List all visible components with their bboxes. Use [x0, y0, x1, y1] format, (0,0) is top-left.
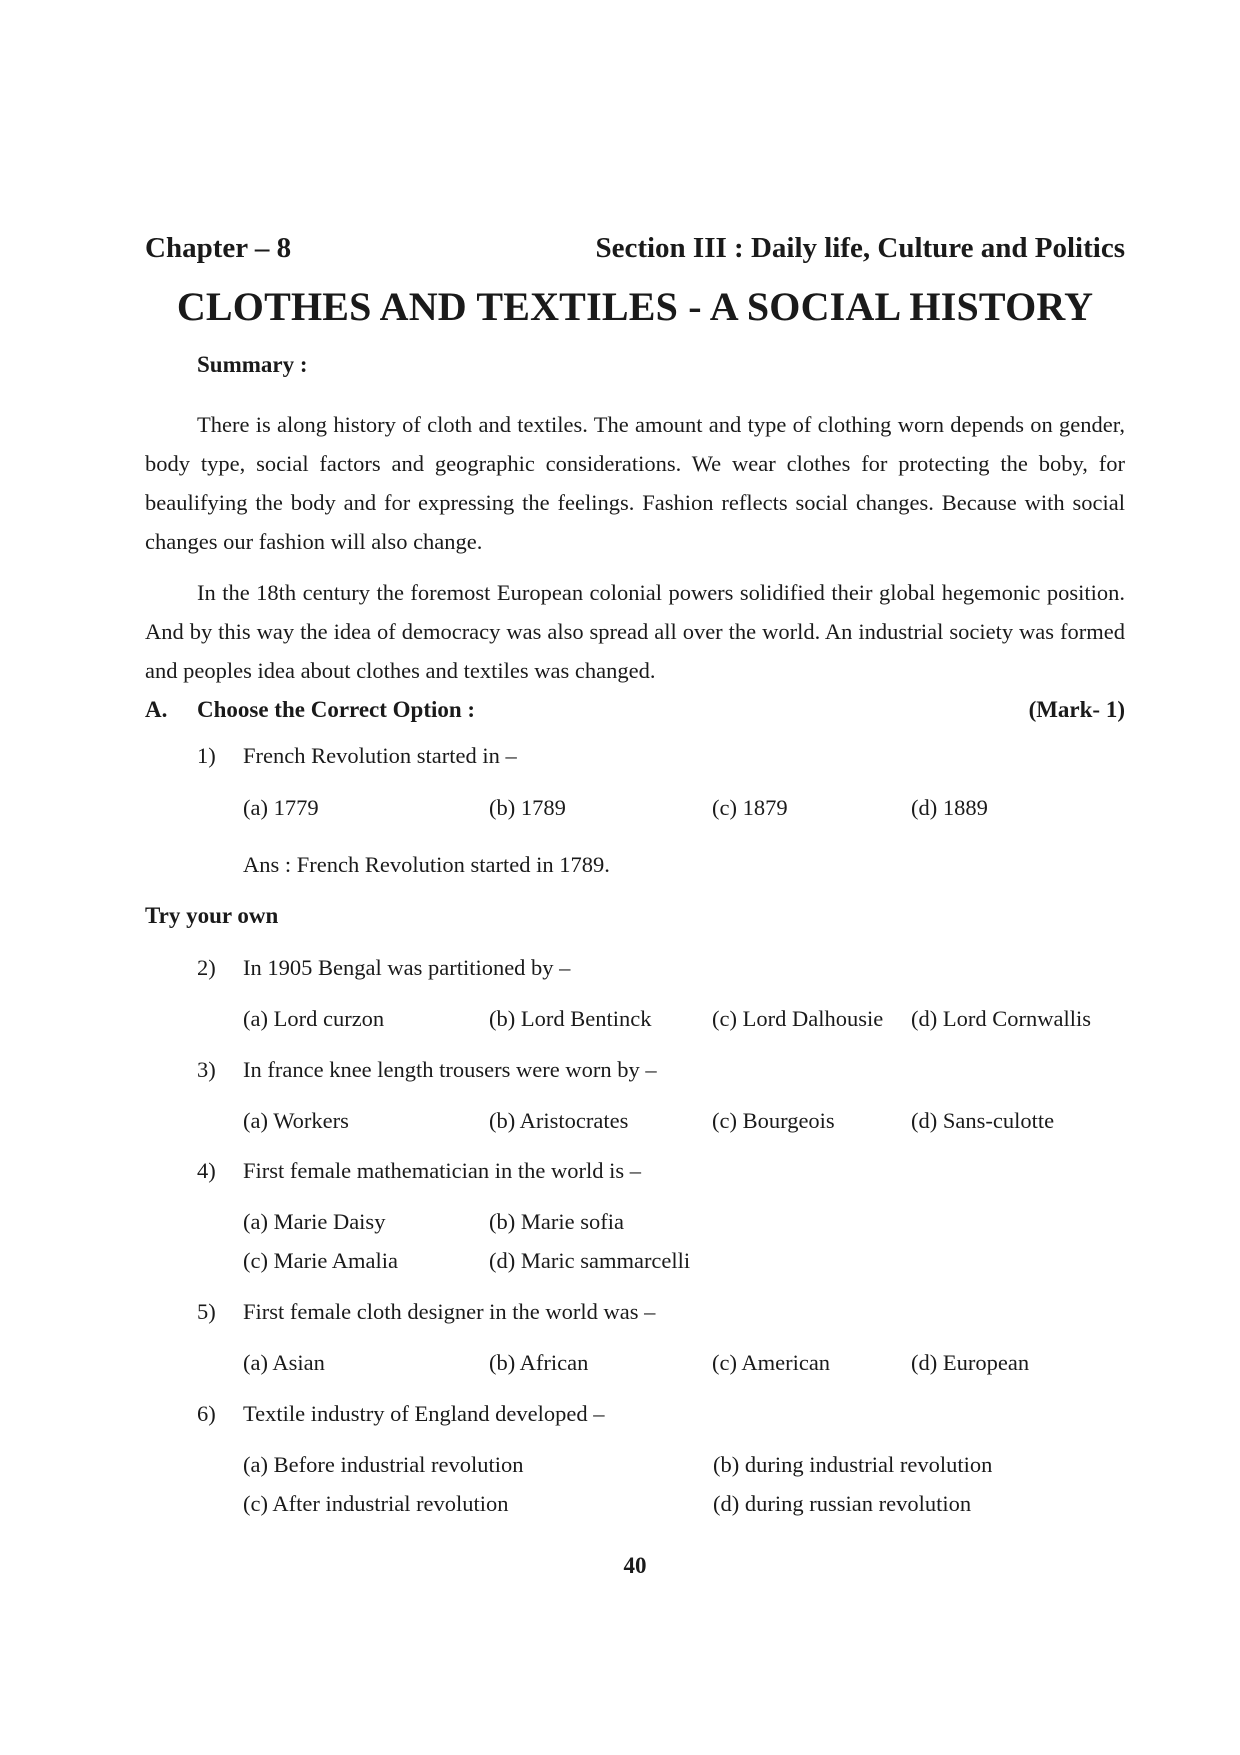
page: [145, 0, 1125, 1755]
question-number: 6): [197, 1401, 216, 1426]
question-4: [145, 1158, 1125, 1184]
option-d: (d) Lord Cornwallis: [911, 1006, 1091, 1031]
question-6-options-row-1: [243, 1452, 992, 1478]
answer-text: Ans : French Revolution started in 1789.: [243, 852, 610, 877]
section-a-heading: [145, 697, 1125, 723]
option-b: (b) Lord Bentinck: [489, 1006, 652, 1031]
section-title: Choose the Correct Option :: [197, 697, 476, 722]
question-6: [145, 1401, 1125, 1427]
chapter-label: Chapter – 8: [145, 232, 292, 264]
option-a: (a) Asian: [243, 1350, 325, 1375]
question-2: [145, 955, 1125, 981]
page-title: CLOTHES AND TEXTILES - A SOCIAL HISTORY: [176, 284, 1094, 329]
section-letter: A.: [145, 697, 168, 722]
question-4-options-row-2: [243, 1248, 690, 1274]
question-text: French Revolution started in –: [243, 743, 517, 768]
option-b: (b) African: [489, 1350, 589, 1375]
question-text: First female cloth designer in the world was –: [243, 1299, 656, 1324]
option-d: (d) Sans-culotte: [911, 1108, 1055, 1133]
option-a: (a) Workers: [243, 1108, 349, 1133]
option-a: (a) Marie Daisy: [243, 1209, 386, 1234]
section-label: Section III : Daily life, Culture and Politics: [595, 232, 1125, 264]
option-c: (c) Marie Amalia: [243, 1248, 398, 1273]
question-number: 3): [197, 1057, 216, 1082]
question-2-options: [243, 1006, 1091, 1032]
summary-paragraph-1: There is along history of cloth and textiles. The amount and type of clothing worn depends on gender, body type, social factors and geographic considerations. We wear clothes for protecting the boby, for beaulifying the body and for expressing the feelings. Fashion reflects social changes. Because with social changes our fashion will also change.: [145, 412, 1125, 554]
option-d: (d) during russian revolution: [713, 1491, 972, 1516]
question-3-options: [243, 1108, 1054, 1134]
question-3: [145, 1057, 1125, 1083]
option-c: (c) After industrial revolution: [243, 1491, 509, 1516]
question-5: [145, 1299, 1125, 1325]
question-text: In france knee length trousers were worn by –: [243, 1057, 657, 1082]
question-text: First female mathematician in the world is –: [243, 1158, 642, 1183]
question-number: 2): [197, 955, 216, 980]
chapter-header: [145, 232, 1125, 265]
option-c: (c) Bourgeois: [712, 1108, 835, 1133]
summary-paragraph-2: In the 18th century the foremost European colonial powers solidified their global hegemonic position. And by this way the idea of democracy was also spread all over the world. An industrial society was formed and peoples idea about clothes and textiles was changed.: [145, 580, 1125, 683]
option-b: (b) Marie sofia: [489, 1209, 624, 1234]
question-number: 1): [197, 743, 216, 768]
option-d: (d) Maric sammarcelli: [489, 1248, 691, 1273]
marks-label: (Mark- 1): [1028, 697, 1125, 722]
question-text: Textile industry of England developed –: [243, 1401, 605, 1426]
summary-heading: Summary :: [197, 352, 308, 377]
question-number: 5): [197, 1299, 216, 1324]
option-c: (c) Lord Dalhousie: [712, 1006, 884, 1031]
option-a: (a) Lord curzon: [243, 1006, 385, 1031]
option-d: (d) European: [911, 1350, 1030, 1375]
question-number: 4): [197, 1158, 216, 1183]
question-4-options-row-1: [243, 1209, 624, 1235]
option-a: (a) Before industrial revolution: [243, 1452, 524, 1477]
question-1: [145, 743, 1125, 769]
option-b: (b) during industrial revolution: [713, 1452, 993, 1477]
question-1-options: [243, 795, 988, 821]
option-b: (b) 1789: [489, 795, 566, 820]
try-your-own-heading: Try your own: [145, 903, 279, 928]
option-c: (c) 1879: [712, 795, 788, 820]
page-number: 40: [623, 1553, 647, 1578]
option-b: (b) Aristocrates: [489, 1108, 629, 1133]
option-c: (c) American: [712, 1350, 831, 1375]
question-6-options-row-2: [243, 1491, 971, 1517]
question-text: In 1905 Bengal was partitioned by –: [243, 955, 571, 980]
option-a: (a) 1779: [243, 795, 319, 820]
option-d: (d) 1889: [911, 795, 988, 820]
question-5-options: [243, 1350, 1029, 1376]
